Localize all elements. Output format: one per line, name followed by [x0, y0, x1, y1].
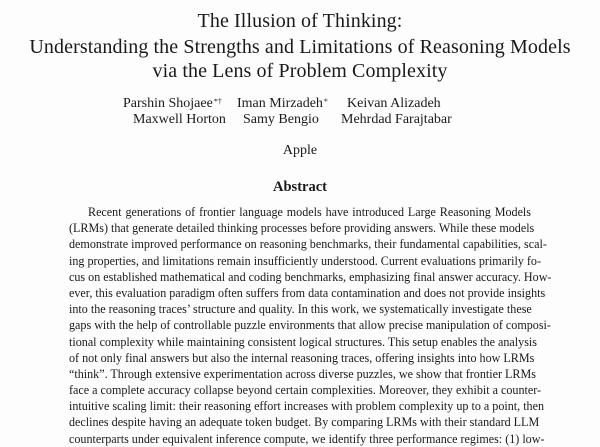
paper-title-line-2: Understanding the Strengths and Limitations of Reasoning Models [29, 36, 571, 58]
abstract-heading: Abstract [273, 179, 327, 195]
author-name: Iman Mirzadeh [237, 96, 323, 111]
author-footnote-mark: *† [213, 97, 222, 106]
author-name: Mehrdad Farajtabar [341, 112, 452, 127]
author-name: Maxwell Horton [133, 112, 226, 127]
author-footnote-mark: * [323, 97, 328, 106]
abstract-line: Recent generations of frontier language models have introduced Large Reasoning Models [88, 205, 531, 219]
author-name: Parshin Shojaee [123, 96, 213, 111]
abstract-line: intuitive scaling limit: their reasoning effort increases with problem complexity up to a point, then [69, 399, 545, 414]
abstract-line: counterparts under equivalent inference compute, we identify three performance regimes: (1) low- [69, 431, 545, 446]
author-parshin-shojaee [123, 96, 222, 112]
abstract-line: declines despite having an adequate token budget. By comparing LRMs with their standard LLM [69, 415, 540, 430]
abstract-body [69, 204, 552, 447]
abstract-line: ing properties, and limitations remain insufficiently understood. Current evaluations primarily fo- [69, 253, 541, 268]
abstract-line: face a complete accuracy collapse beyond certain complexities. Moreover, they exhibit a counter- [69, 383, 542, 398]
author-name: Keivan Alizadeh [347, 96, 441, 111]
abstract-line: cus on established mathematical and coding benchmarks, emphasizing final answer accuracy. How- [69, 269, 552, 284]
author-samy-bengio [243, 112, 319, 128]
author-keivan-alizadeh [347, 96, 441, 112]
author-iman-mirzadeh [237, 96, 328, 112]
affiliation: Apple [282, 143, 318, 158]
abstract-line: ever, this evaluation paradigm often suffers from data contamination and does not provide insights [69, 285, 546, 300]
abstract-line: into the reasoning traces’ structure and quality. In this work, we systematically investigate these [69, 302, 532, 317]
abstract-line: tional complexity while maintaining consistent logical structures. This setup enables the analysis [69, 334, 537, 349]
abstract-line: demonstrate improved performance on reasoning benchmarks, their fundamental capabilities, scal- [69, 237, 547, 252]
abstract-line: “think”. Through extensive experimentation across diverse puzzles, we show that frontier LRMs [69, 366, 536, 381]
abstract-line: of not only final answers but also the internal reasoning traces, offering insights into how LRMs [69, 350, 535, 365]
abstract-line: (LRMs) that generate detailed thinking processes before providing answers. While these models [69, 221, 535, 236]
paper-title-line-1: The Illusion of Thinking: [197, 10, 403, 32]
author-name: Samy Bengio [243, 112, 319, 127]
paper-title-line-3: via the Lens of Problem Complexity [152, 60, 448, 82]
author-maxwell-horton [133, 112, 226, 128]
abstract-line: gaps with the help of controllable puzzle environments that allow precise manipulation of composi- [69, 318, 551, 333]
author-mehrdad-farajtabar [341, 112, 452, 128]
